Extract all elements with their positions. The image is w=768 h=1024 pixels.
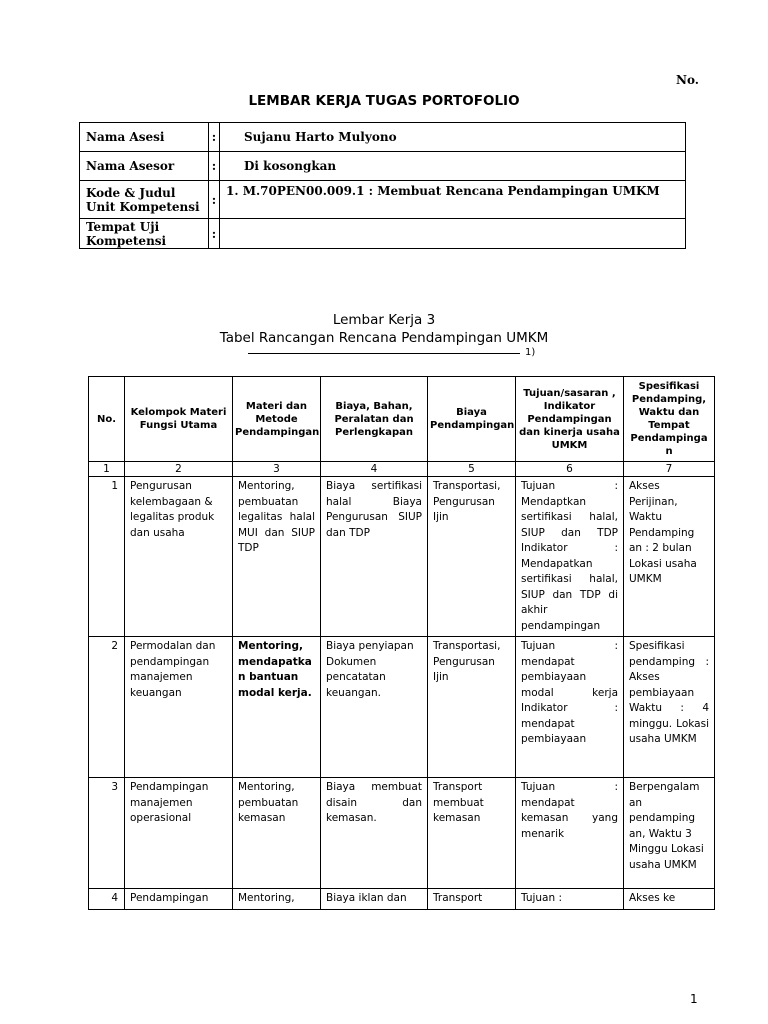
row-number: 1	[89, 477, 125, 637]
column-number: 5	[428, 462, 516, 477]
cell-tujuan: Tujuan :	[516, 889, 624, 910]
table-row	[89, 889, 715, 910]
table-row	[89, 637, 715, 778]
cell-biaya-bahan: Biaya iklan dan	[321, 889, 428, 910]
column-number: 6	[516, 462, 624, 477]
cell-kelompok: Pengurusan kelembagaan & legalitas produk dan usaha	[125, 477, 233, 637]
identity-row-asesor	[80, 152, 686, 181]
header-spesifikasi: Spesifikasi Pendamping, Waktu dan Tempat Pendampinga n	[624, 377, 715, 462]
document-title: LEMBAR KERJA TUGAS PORTOFOLIO	[248, 93, 520, 109]
cell-tujuan: Tujuan : Mendaptkan sertifikasi halal, SIUP dan TDP Indikator : Mendapatkan sertifikasi halal, SIUP dan TDP di akhir pendampingan	[516, 477, 624, 637]
cell-biaya-pendampingan: Transport membuat kemasan	[428, 778, 516, 889]
row-number: 2	[89, 637, 125, 778]
identity-value	[220, 219, 686, 249]
column-number: 4	[321, 462, 428, 477]
header-materi: Materi dan Metode Pendampingan	[233, 377, 321, 462]
row-number: 3	[89, 778, 125, 889]
header-kelompok: Kelompok Materi Fungsi Utama	[125, 377, 233, 462]
document-number-label: No.	[676, 73, 699, 87]
identity-separator: :	[209, 152, 220, 181]
worksheet-title: Lembar Kerja 3	[332, 312, 436, 328]
identity-label: Tempat Uji Kompetensi	[80, 219, 209, 249]
row-number: 4	[89, 889, 125, 910]
identity-value: 1. M.70PEN00.009.1 : Membuat Rencana Pendampingan UMKM	[220, 181, 686, 219]
identity-row-unit	[80, 181, 686, 219]
column-number: 7	[624, 462, 715, 477]
cell-tujuan: Tujuan : mendapat pembiayaan modal kerja Indikator : mendapat pembiayaan	[516, 637, 624, 778]
table-row	[89, 778, 715, 889]
cell-tujuan: Tujuan : mendapat kemasan yang menarik	[516, 778, 624, 889]
identity-label: Kode & Judul Unit Kompetensi	[80, 181, 209, 219]
table-header-row	[89, 377, 715, 462]
cell-materi: Mentoring,	[233, 889, 321, 910]
cell-biaya-bahan: Biaya sertifikasi halal Biaya Pengurusan SIUP dan TDP	[321, 477, 428, 637]
identity-separator: :	[209, 219, 220, 249]
cell-spesifikasi: Berpengalam an pendamping an, Waktu 3 Minggu Lokasi usaha UMKM	[624, 778, 715, 889]
header-tujuan: Tujuan/sasaran , Indikator Pendampingan dan kinerja usaha UMKM	[516, 377, 624, 462]
header-no: No.	[89, 377, 125, 462]
identity-value: Sujanu Harto Mulyono	[220, 123, 686, 152]
blank-fill-line	[248, 353, 520, 354]
cell-biaya-pendampingan: Transportasi, Pengurusan Ijin	[428, 637, 516, 778]
cell-materi: Mentoring, mendapatka n bantuan modal kerja.	[233, 637, 321, 778]
column-number: 3	[233, 462, 321, 477]
page-number: 1	[690, 992, 698, 1006]
plan-table	[88, 376, 715, 910]
cell-biaya-bahan: Biaya membuat disain dan kemasan.	[321, 778, 428, 889]
table-row	[89, 477, 715, 637]
identity-row-asesi	[80, 123, 686, 152]
header-biaya-bahan: Biaya, Bahan, Peralatan dan Perlengkapan	[321, 377, 428, 462]
worksheet-subtitle: Tabel Rancangan Rencana Pendampingan UMKM	[219, 330, 549, 346]
column-number: 2	[125, 462, 233, 477]
column-number: 1	[89, 462, 125, 477]
identity-value: Di kosongkan	[220, 152, 686, 181]
cell-spesifikasi: Spesifikasi pendamping : Akses pembiayaan Waktu : 4 minggu. Lokasi usaha UMKM	[624, 637, 715, 778]
identity-separator: :	[209, 181, 220, 219]
cell-kelompok: Pendampingan	[125, 889, 233, 910]
identity-table	[79, 122, 686, 249]
identity-separator: :	[209, 123, 220, 152]
header-biaya-pendampingan: Biaya Pendampingan	[428, 377, 516, 462]
cell-biaya-pendampingan: Transport	[428, 889, 516, 910]
identity-label: Nama Asesor	[80, 152, 209, 181]
cell-materi: Mentoring, pembuatan legalitas halal MUI dan SIUP TDP	[233, 477, 321, 637]
cell-spesifikasi: Akses Perijinan, Waktu Pendamping an : 2 bulan Lokasi usaha UMKM	[624, 477, 715, 637]
footnote-marker: 1)	[525, 347, 536, 358]
cell-spesifikasi: Akses ke	[624, 889, 715, 910]
cell-biaya-bahan: Biaya penyiapan Dokumen pencatatan keuangan.	[321, 637, 428, 778]
column-number-row	[89, 462, 715, 477]
cell-biaya-pendampingan: Transportasi, Pengurusan Ijin	[428, 477, 516, 637]
identity-label: Nama Asesi	[80, 123, 209, 152]
cell-kelompok: Pendampingan manajemen operasional	[125, 778, 233, 889]
cell-kelompok: Permodalan dan pendampingan manajemen keuangan	[125, 637, 233, 778]
identity-row-tempat	[80, 219, 686, 249]
cell-materi: Mentoring, pembuatan kemasan	[233, 778, 321, 889]
